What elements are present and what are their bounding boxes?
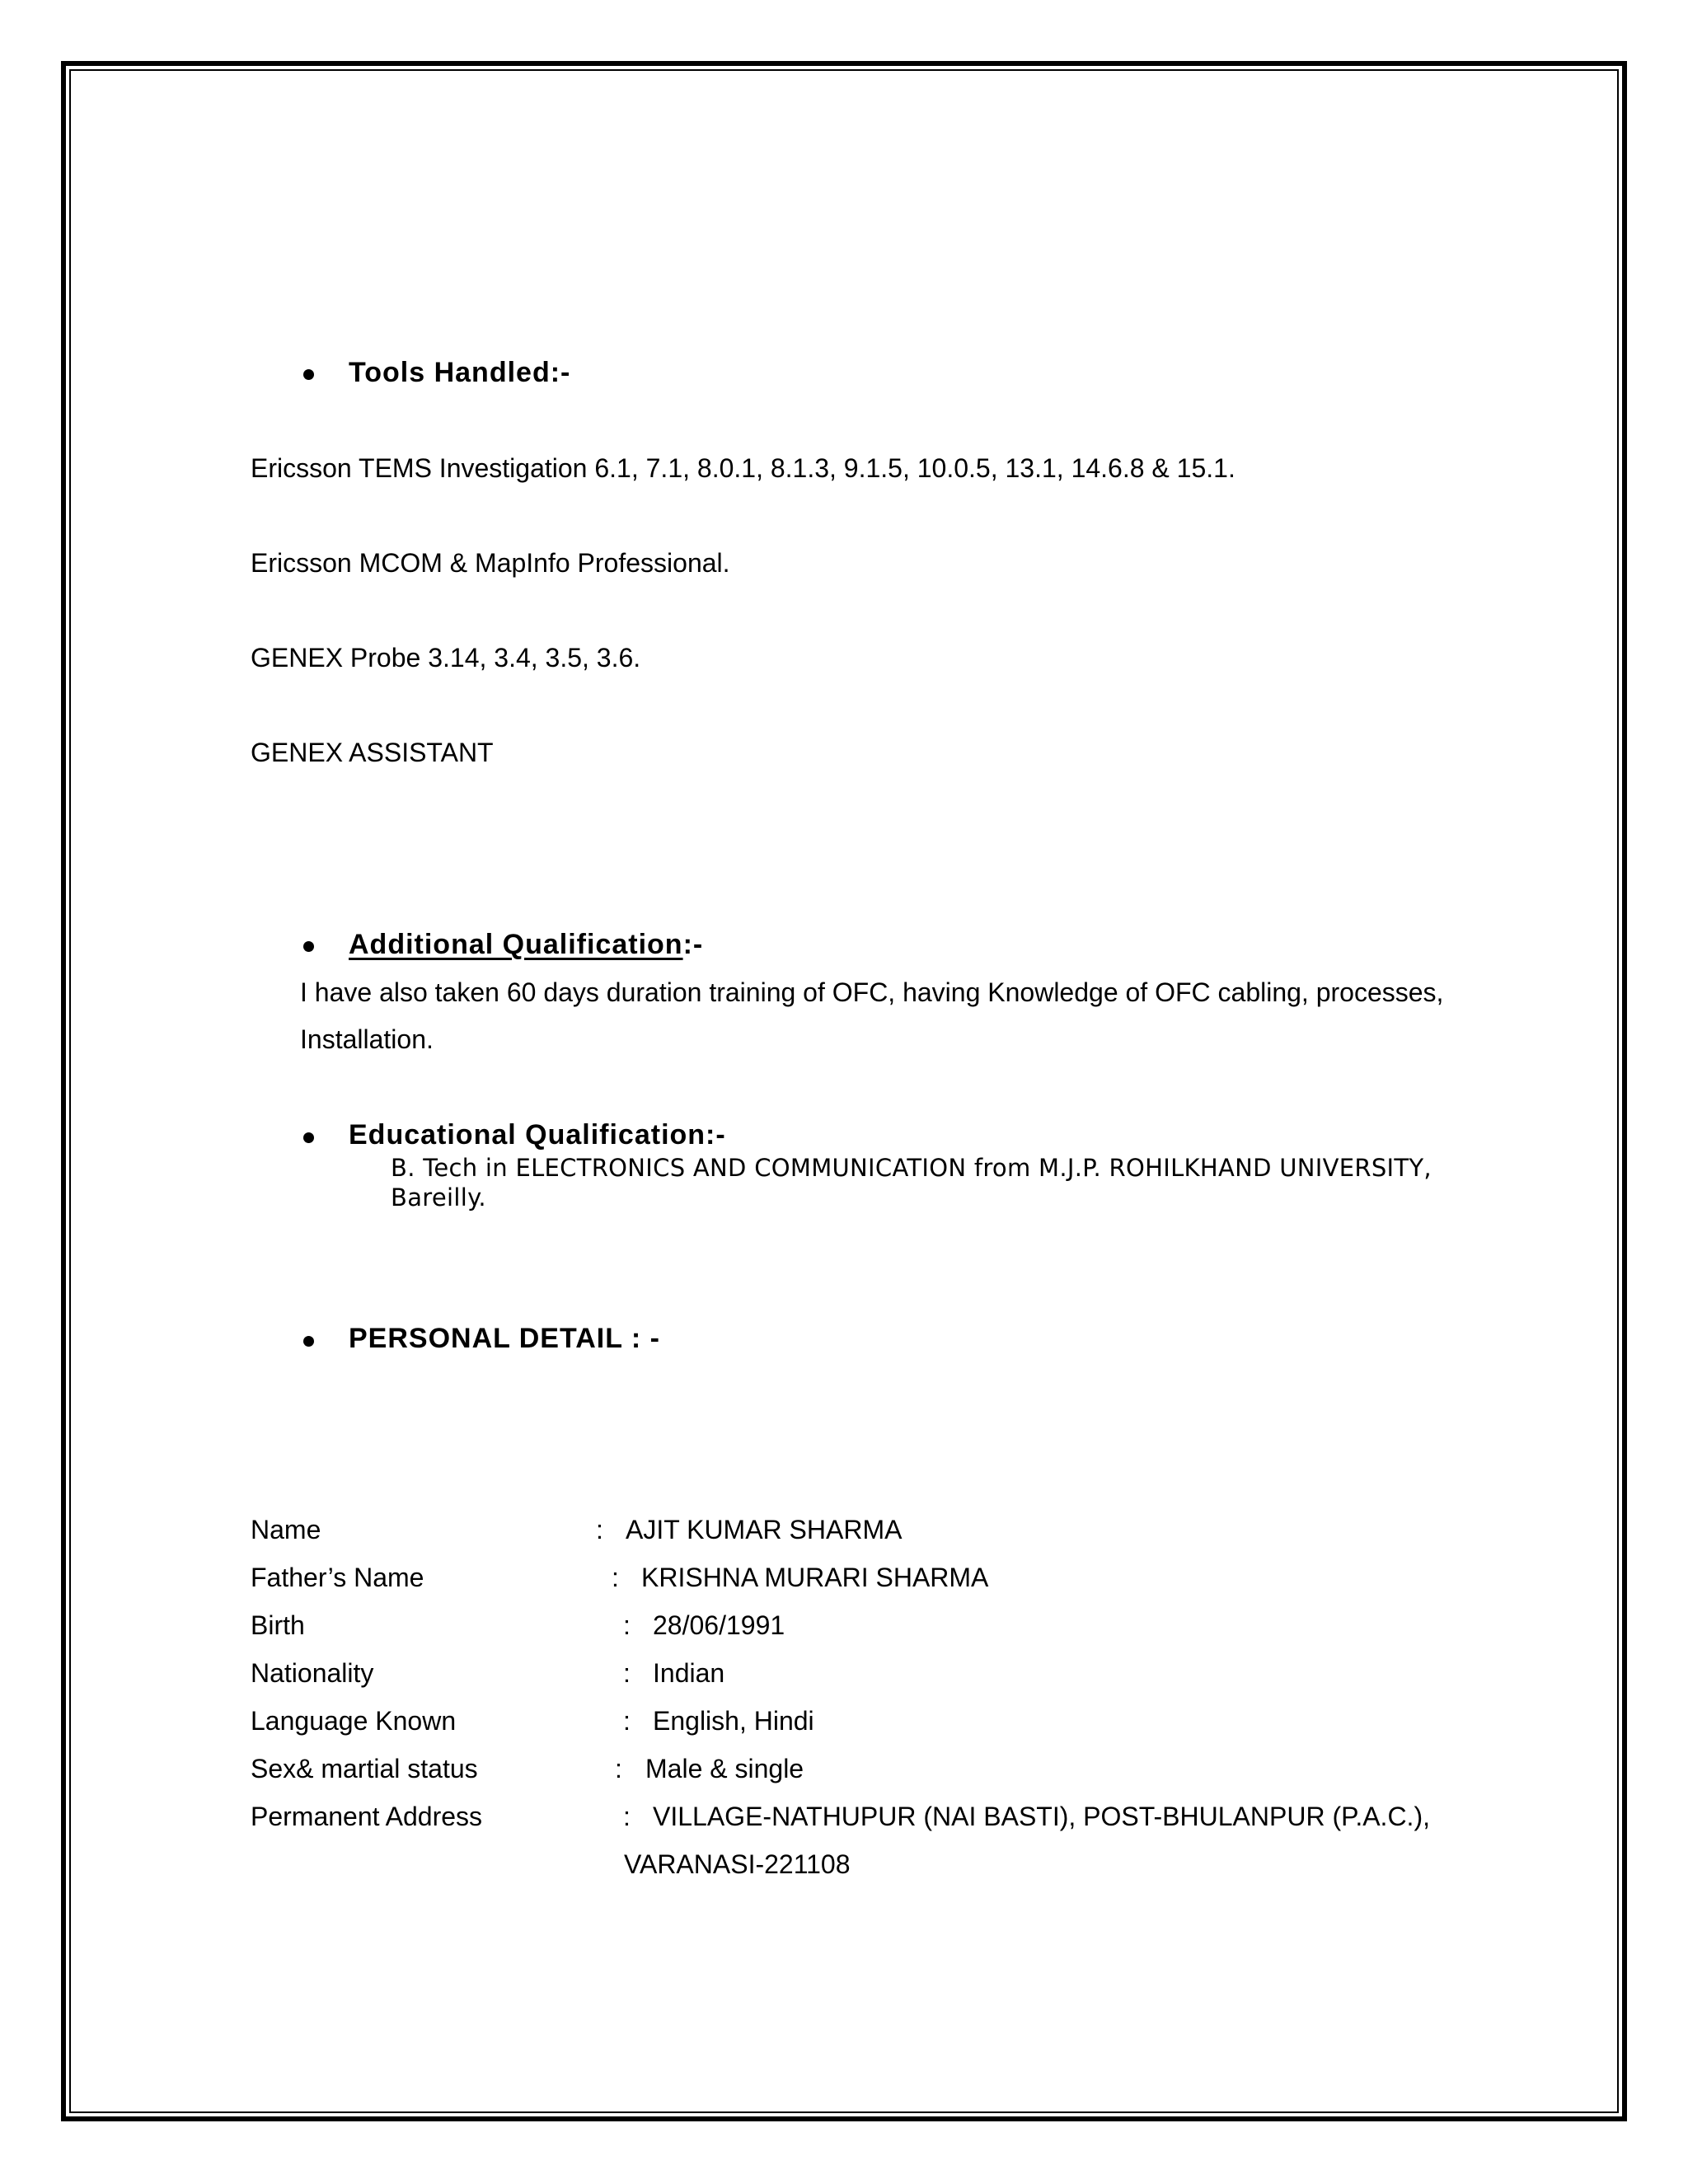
tools-heading: Tools Handled:- bbox=[349, 357, 571, 388]
detail-value: 28/06/1991 bbox=[653, 1610, 785, 1640]
detail-label: Birth bbox=[251, 1610, 305, 1640]
additional-text-line: Installation. bbox=[300, 1024, 434, 1054]
detail-value: Male & single bbox=[645, 1754, 804, 1783]
additional-heading-suffix: :- bbox=[682, 929, 704, 960]
tools-item: GENEX ASSISTANT bbox=[251, 738, 494, 767]
detail-separator: : bbox=[623, 1610, 631, 1640]
detail-separator: : bbox=[612, 1563, 619, 1592]
detail-value: KRISHNA MURARI SHARMA bbox=[641, 1563, 989, 1592]
education-heading: Educational Qualification:- bbox=[349, 1119, 726, 1151]
personal-heading: PERSONAL DETAIL : - bbox=[349, 1323, 660, 1354]
detail-value: English, Hindi bbox=[653, 1706, 814, 1736]
detail-separator: : bbox=[623, 1706, 631, 1736]
tools-item: GENEX Probe 3.14, 3.4, 3.5, 3.6. bbox=[251, 643, 641, 673]
detail-label: Father’s Name bbox=[251, 1563, 424, 1592]
additional-heading-title: Additional Qualification bbox=[349, 929, 683, 960]
detail-separator: : bbox=[615, 1754, 622, 1783]
detail-value: Indian bbox=[653, 1658, 725, 1688]
detail-value: AJIT KUMAR SHARMA bbox=[626, 1515, 903, 1544]
additional-heading bbox=[349, 929, 703, 961]
bullet-icon bbox=[303, 369, 314, 380]
additional-text-line: I have also taken 60 days duration training of OFC, having Knowledge of OFC cabling, processes, bbox=[300, 977, 1444, 1007]
detail-separator: : bbox=[623, 1802, 631, 1831]
address-line-2: VARANASI-221108 bbox=[624, 1849, 851, 1879]
detail-label: Permanent Address bbox=[251, 1802, 483, 1831]
education-text-line: Bareilly. bbox=[391, 1183, 486, 1212]
bullet-icon bbox=[303, 1132, 314, 1143]
detail-label: Language Known bbox=[251, 1706, 457, 1736]
detail-separator: : bbox=[596, 1515, 603, 1544]
detail-separator: : bbox=[623, 1658, 631, 1688]
detail-label: Nationality bbox=[251, 1658, 374, 1688]
tools-item: Ericsson TEMS Investigation 6.1, 7.1, 8.0.1, 8.1.3, 9.1.5, 10.0.5, 13.1, 14.6.8 & 15.1. bbox=[251, 453, 1236, 483]
tools-item: Ericsson MCOM & MapInfo Professional. bbox=[251, 548, 730, 578]
bullet-icon bbox=[303, 1336, 314, 1347]
detail-label: Name bbox=[251, 1515, 321, 1544]
education-text-line: B. Tech in ELECTRONICS AND COMMUNICATION from M.J.P. ROHILKHAND UNIVERSITY, bbox=[391, 1154, 1432, 1182]
bullet-icon bbox=[303, 941, 314, 952]
detail-label: Sex& martial status bbox=[251, 1754, 478, 1783]
detail-value: VILLAGE-NATHUPUR (NAI BASTI), POST-BHULANPUR (P.A.C.), bbox=[653, 1802, 1430, 1831]
